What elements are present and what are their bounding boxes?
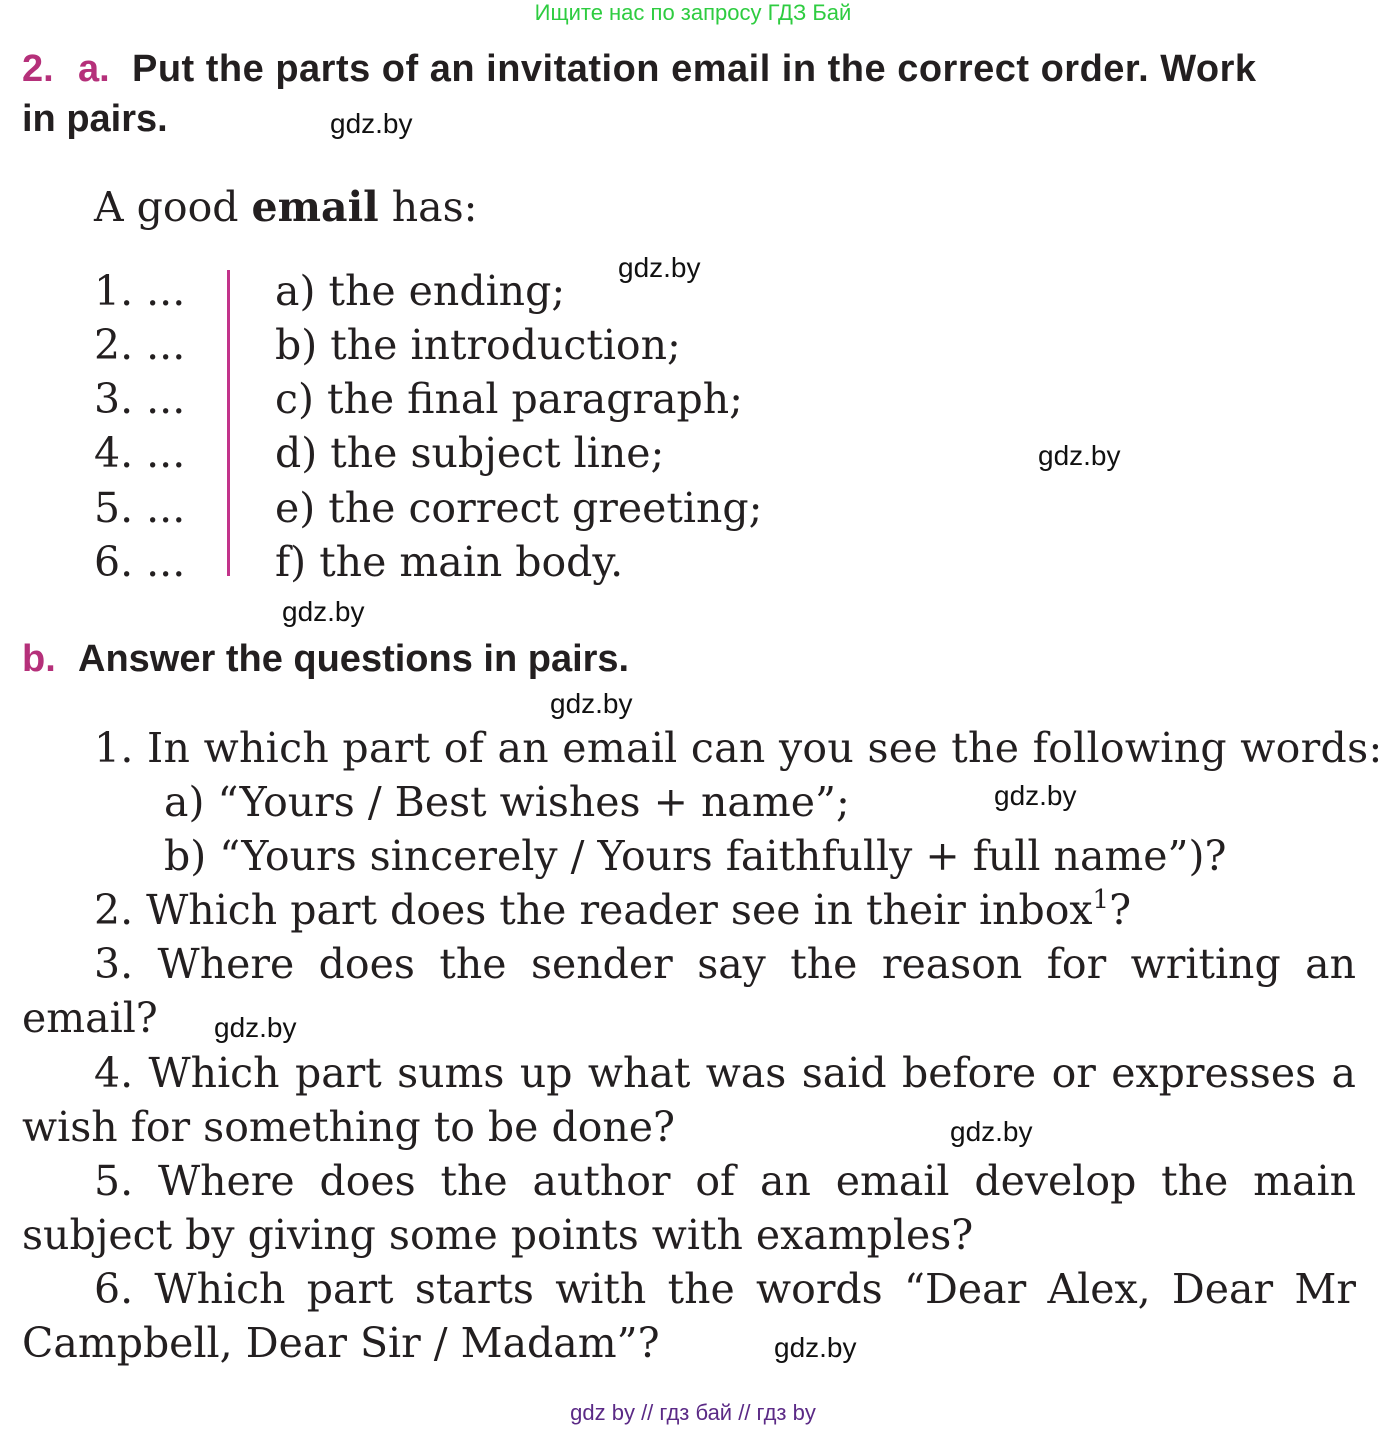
footer-links[interactable]: gdz by // гдз бай // гдз by [570, 1400, 816, 1425]
watermark: gdz.by [282, 596, 365, 627]
part-a-label: a. [78, 48, 110, 90]
watermark: gdz.by [330, 108, 413, 139]
watermark: gdz.by [550, 688, 633, 719]
task-number: 2. [22, 48, 54, 90]
question-3-line1: 3. Where does the sender say the reason for writing an [94, 940, 1356, 988]
watermark: gdz.by [618, 252, 701, 283]
email-part-option: c) the final paragraph; [275, 375, 743, 423]
footnote-marker: 1 [1092, 885, 1110, 915]
question-1-option-a: a) “Yours / Best wishes + name”; [164, 778, 850, 826]
watermark: gdz.by [214, 1012, 297, 1043]
question-2-text: 2. Which part does the reader see in their inbox [94, 886, 1093, 934]
question-1-option-b: b) “Yours sincerely / Yours faithfully + full name”)? [164, 832, 1227, 880]
part-a-instruction-line1: Put the parts of an invitation email in the correct order. Work [132, 48, 1257, 90]
question-1: 1. In which part of an email can you see the following words: [94, 724, 1383, 772]
part-a-instruction-line2: in pairs. [22, 98, 168, 140]
question-3-line2: email? [22, 994, 158, 1042]
order-number: 6. ... [94, 538, 186, 586]
question-2 [94, 883, 1131, 937]
question-4-line2: wish for something to be done? [22, 1103, 676, 1151]
order-number: 5. ... [94, 484, 186, 532]
email-part-option: d) the subject line; [275, 429, 665, 477]
list-divider [227, 270, 230, 576]
question-5-line2: subject by giving some points with examples? [22, 1211, 974, 1259]
intro-prefix: A good [94, 183, 252, 231]
question-2-end: ? [1109, 886, 1132, 934]
part-b-label: b. [22, 638, 56, 680]
order-number: 4. ... [94, 429, 186, 477]
question-6-line2: Campbell, Dear Sir / Madam”? [22, 1319, 660, 1367]
question-6-line1: 6. Which part starts with the words “Dear Alex, Dear Mr [94, 1265, 1356, 1313]
watermark: gdz.by [994, 780, 1077, 811]
email-part-option: b) the introduction; [275, 321, 681, 369]
order-number: 2. ... [94, 321, 186, 369]
intro-line [94, 180, 477, 234]
watermark: gdz.by [774, 1332, 857, 1363]
part-b-instruction: Answer the questions in pairs. [78, 638, 630, 680]
intro-suffix: has: [378, 183, 478, 231]
order-number: 3. ... [94, 375, 186, 423]
watermark: gdz.by [950, 1116, 1033, 1147]
intro-bold: email [251, 183, 379, 231]
email-part-option: a) the ending; [275, 267, 566, 315]
email-part-option: f) the main body. [275, 538, 624, 586]
order-number: 1. ... [94, 267, 186, 315]
watermark: gdz.by [1038, 440, 1121, 471]
question-5-line1: 5. Where does the author of an email develop the main [94, 1157, 1356, 1205]
question-4-line1: 4. Which part sums up what was said before or expresses a [94, 1049, 1356, 1097]
email-part-option: e) the correct greeting; [275, 484, 763, 532]
top-banner[interactable]: Ищите нас по запросу ГДЗ Бай [534, 0, 852, 25]
